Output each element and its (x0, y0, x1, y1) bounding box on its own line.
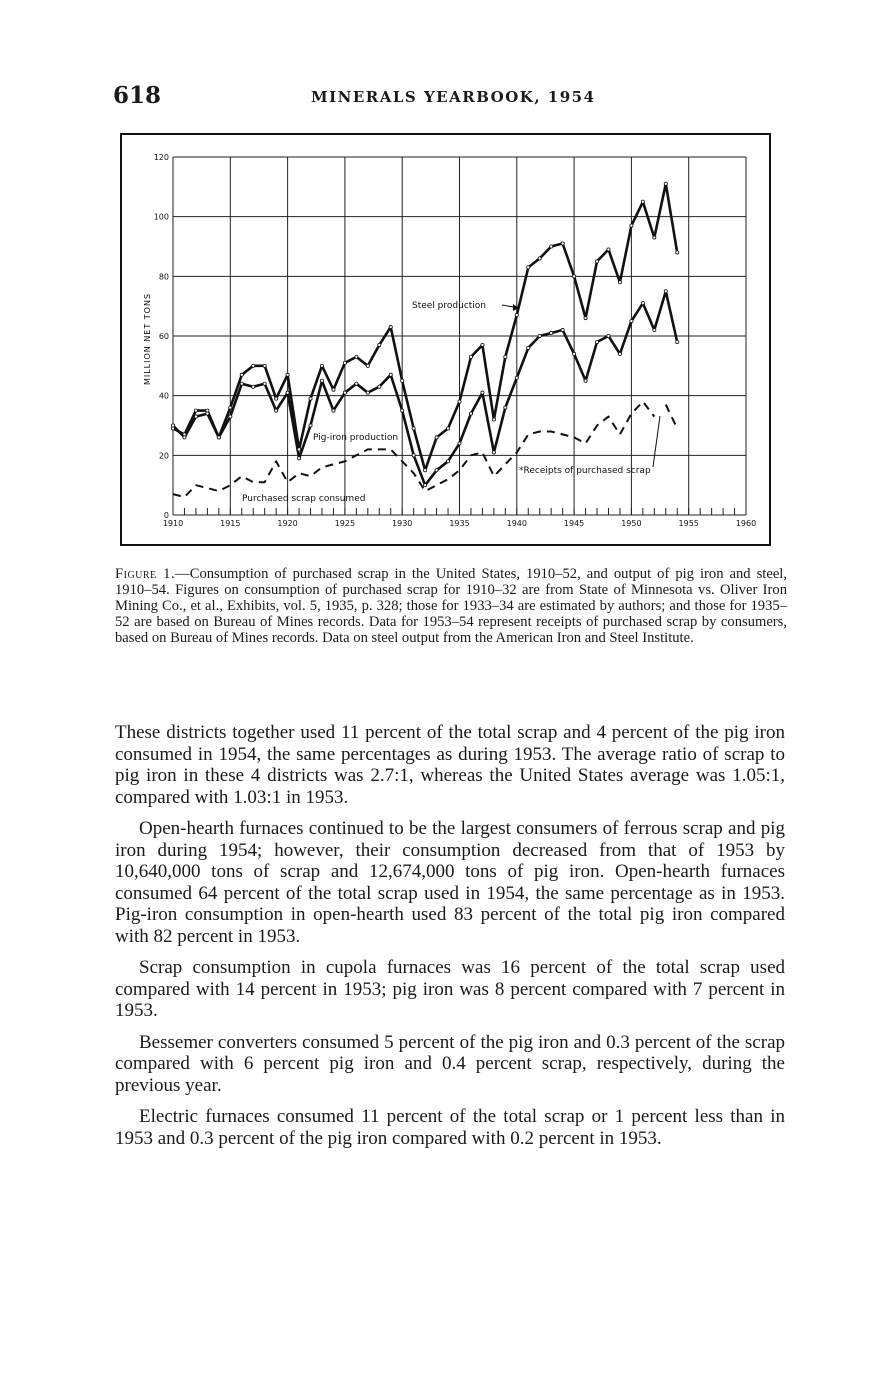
data-point (435, 469, 438, 472)
x-tick-label: 1935 (449, 519, 470, 528)
data-point (424, 469, 427, 472)
data-point (664, 290, 667, 293)
data-point (412, 454, 415, 457)
chart-points (171, 182, 678, 487)
data-point (595, 340, 598, 343)
data-point (561, 328, 564, 331)
paragraph-5: Electric furnaces consumed 11 percent of the total scrap or 1 percent less than in 1953 and 0.3 percent of the pig iron compared with 0.2 percent in 1953. (115, 1106, 785, 1149)
data-point (366, 364, 369, 367)
data-point (458, 400, 461, 403)
chart-series (173, 184, 677, 497)
data-point (366, 391, 369, 394)
paragraph-1: These districts together used 11 percent of the total scrap and 4 percent of the pig iron consumed in 1954, the same percentages as during 1953. The average ratio of scrap to pig iron in these 4 districts was 2.7:1, whereas the United States average was 1.05:1, compared with 1.03:1 in 1953. (115, 722, 785, 808)
caption-text: —Consumption of purchased scrap in the United States, 1910–52, and output of pig iron and steel, 1910–54. Figures on consumption of purchased scrap for 1910–32 are from State of Minnesota vs. Oliver Iron Mining Co., et al., Exhibits, vol. 5, 1935, p. 328; those for 1933–34 are estimated by authors; and those for 1935–52 are based on Bureau of Mines records. Data for 1953–54 represent receipts of purchased scrap by consumers, based on Bureau of Mines records. Data on steel output from the American Iron and Steel Institute. (115, 566, 787, 646)
series-line-1 (173, 291, 677, 485)
data-point (653, 236, 656, 239)
data-point (309, 397, 312, 400)
data-point (481, 343, 484, 346)
data-point (515, 314, 518, 317)
data-point (320, 364, 323, 367)
data-point (240, 373, 243, 376)
x-tick-label: 1910 (162, 519, 184, 528)
caption-lead: Figure 1. (115, 566, 176, 582)
data-point (286, 391, 289, 394)
steel-production-label: Steel production (412, 301, 487, 311)
running-title: MINERALS YEARBOOK, 1954 (311, 88, 596, 106)
data-point (297, 448, 300, 451)
data-point (446, 427, 449, 430)
figure-caption (115, 566, 787, 646)
data-point (607, 248, 610, 251)
data-point (492, 451, 495, 454)
data-point (343, 361, 346, 364)
x-tick-label: 1940 (506, 519, 527, 528)
data-point (401, 379, 404, 382)
data-point (217, 436, 220, 439)
pig-iron-production-label: Pig-iron production (313, 433, 399, 443)
purchased-scrap-label: Purchased scrap consumed (242, 494, 366, 504)
data-point (481, 391, 484, 394)
data-point (194, 409, 197, 412)
data-point (641, 200, 644, 203)
y-tick-label: 100 (153, 212, 169, 222)
data-point (240, 382, 243, 385)
data-point (229, 406, 232, 409)
data-point (355, 382, 358, 385)
paragraph-4: Bessemer converters consumed 5 percent of the pig iron and 0.3 percent of the scrap compared with 6 percent pig iron and 0.4 percent scrap, respectively, during the previous year. (115, 1031, 785, 1096)
x-tick-label: 1950 (621, 519, 642, 528)
data-point (401, 409, 404, 412)
data-point (641, 302, 644, 305)
x-tick-label: 1915 (220, 519, 241, 528)
y-tick-label: 80 (158, 272, 169, 282)
data-point (252, 364, 255, 367)
series-line-2 (173, 402, 654, 498)
data-point (527, 266, 530, 269)
page-header (113, 82, 673, 116)
y-tick-label: 20 (158, 451, 169, 461)
figure-1-chart (120, 133, 771, 546)
data-point (389, 325, 392, 328)
data-point (229, 415, 232, 418)
chart-annotations (502, 304, 660, 467)
data-point (630, 224, 633, 227)
x-tick-label: 1925 (334, 519, 356, 528)
data-point (194, 415, 197, 418)
data-point (263, 382, 266, 385)
data-point (171, 424, 174, 427)
data-point (504, 406, 507, 409)
data-point (504, 355, 507, 358)
data-point (618, 352, 621, 355)
data-point (378, 385, 381, 388)
data-point (458, 442, 461, 445)
data-point (286, 373, 289, 376)
data-point (378, 343, 381, 346)
page-number: 618 (113, 82, 162, 109)
data-point (595, 260, 598, 263)
data-point (573, 352, 576, 355)
data-point (309, 424, 312, 427)
data-point (515, 376, 518, 379)
receipts-label-leader (653, 416, 660, 467)
series-line-0 (173, 184, 677, 471)
data-point (355, 355, 358, 358)
data-point (664, 182, 667, 185)
data-point (676, 340, 679, 343)
data-point (424, 484, 427, 487)
data-point (332, 409, 335, 412)
x-tick-label: 1945 (563, 519, 585, 528)
data-point (492, 418, 495, 421)
data-point (252, 385, 255, 388)
data-point (618, 281, 621, 284)
paragraph-3: Scrap consumption in cupola furnaces was 16 percent of the total scrap used compared with 14 percent in 1953; pig iron was 8 percent compared with 7 percent in 1953. (115, 957, 785, 1021)
data-point (653, 328, 656, 331)
y-tick-label: 120 (153, 153, 169, 162)
paragraph-2: Open-hearth furnaces continued to be the largest consumers of ferrous scrap and pig iron during 1954; however, their consumption decreased from that of 1953 by 10,640,000 tons of scrap and 12,674,000 tons of pig iron. Open-hearth furnaces consumed 64 percent of the total scrap used in 1954, the same percentage as in 1953. Pig-iron consumption in open-hearth used 83 percent of the total pig iron compared with 82 percent in 1953. (115, 818, 785, 947)
data-point (550, 331, 553, 334)
data-point (584, 379, 587, 382)
x-tick-label: 1930 (392, 519, 413, 528)
data-point (446, 460, 449, 463)
line-chart (122, 135, 773, 548)
data-point (607, 334, 610, 337)
y-tick-label: 0 (163, 511, 169, 520)
data-point (183, 436, 186, 439)
x-tick-label: 1960 (735, 519, 757, 528)
data-point (343, 391, 346, 394)
body-text (115, 722, 785, 1159)
data-point (206, 412, 209, 415)
receipts-of-purchased-scrap-label: *Receipts of purchased scrap (519, 466, 651, 476)
data-point (676, 251, 679, 254)
data-point (561, 242, 564, 245)
data-point (332, 388, 335, 391)
data-point (389, 373, 392, 376)
data-point (469, 355, 472, 358)
data-point (263, 364, 266, 367)
data-point (573, 275, 576, 278)
x-tick-label: 1955 (678, 519, 699, 528)
data-point (469, 412, 472, 415)
data-point (275, 397, 278, 400)
data-point (320, 379, 323, 382)
data-point (538, 334, 541, 337)
data-point (538, 257, 541, 260)
data-point (584, 317, 587, 320)
y-tick-label: 40 (158, 391, 169, 401)
x-tick-label: 1920 (277, 519, 298, 528)
data-point (275, 409, 278, 412)
y-tick-label: 60 (158, 332, 169, 341)
data-point (435, 436, 438, 439)
data-point (297, 457, 300, 460)
data-point (550, 245, 553, 248)
y-axis-label: MILLION NET TONS (143, 292, 152, 386)
data-point (630, 319, 633, 322)
series-line-3 (666, 405, 677, 429)
data-point (412, 427, 415, 430)
data-point (527, 346, 530, 349)
chart-ticks (154, 153, 756, 528)
